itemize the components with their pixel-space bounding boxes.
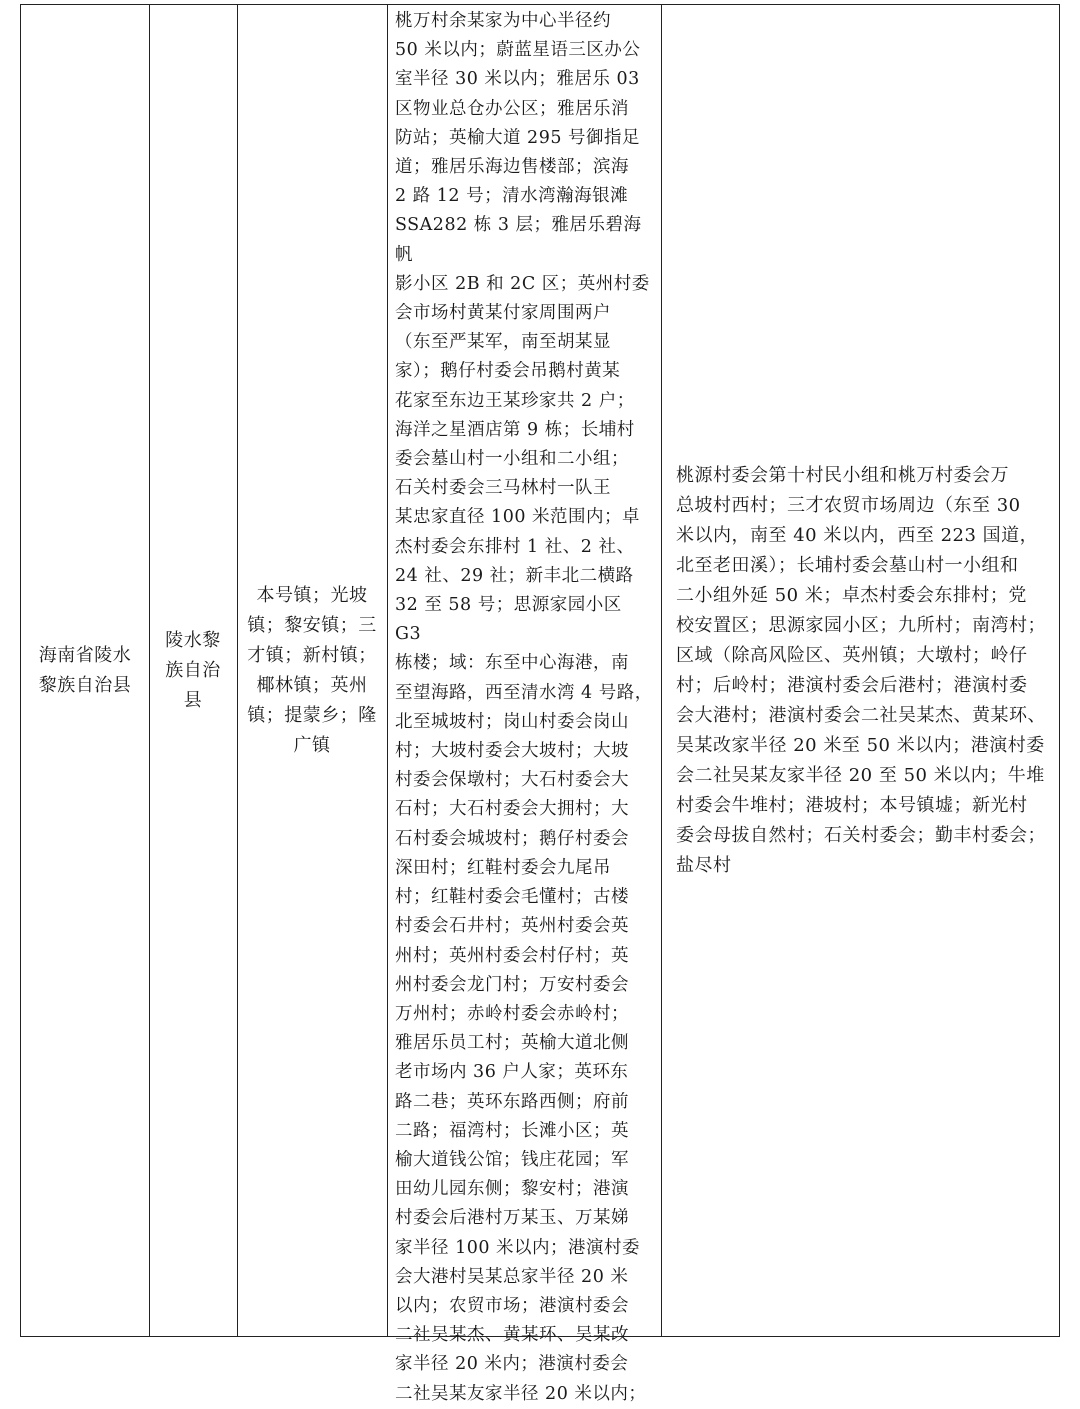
risk-area-table — [20, 4, 1060, 1404]
county-text: 陵水黎 族自治 县 — [165, 629, 221, 711]
high-risk-areas-cell — [387, 5, 661, 1404]
high-risk-areas-text: 桃万村余某家为中心半径约 50 米以内；蔚蓝星语三区办公 室半径 30 米以内；雅居乐 03 区物业总仓办公区；雅居乐消 防站；英榆大道 295 号御指足 道；雅居乐海边售楼部；滨海 2 路 12 号；清水湾瀚海银滩 SSA282 栋 3 层；雅居乐碧海帆 影小区 2B 和 2C 区；英州村委 会市场村黄某付家周围两户 （东至严某军，南至胡某显 家）；鹅仔村委会吊鹅村黄某 花家至东边王某珍家共 2 户； 海洋之星酒店第 9 栋；长埔村 委会墓山村一小组和二小组； 石关村委会三马林村一队王 某忠家直径 100 米范围内；卓 杰村委会东排村 1 社、2 社、 24 社、29 社；新丰北二横路 32 至 58 号；思源家园小区 G3 栋楼；域：东至中心海港，南 至望海路，西至清水湾 4 号路， 北至城坡村；岗山村委会岗山 村；大坡村委会大坡村；大坡 村委会保墩村；大石村委会大 石村；大石村委会大拥村；大 石村委会城坡村；鹅仔村委会 深田村；红鞋村委会九尾吊 村；红鞋村委会毛懂村；古楼 村委会石井村；英州村委会英 州村；英州村委会村仔村；英 州村委会龙门村；万安村委会 万州村；赤岭村委会赤岭村； 雅居乐员工村；英榆大道北侧 老市场内 36 户人家；英环东 路二巷；英环东路西侧；府前 二路；福湾村；长滩小区；英 榆大道钱公馆；钱庄花园；军 田幼儿园东侧；黎安村；港演 村委会后港村万某玉、万某娣 家半径 100 米以内；港演村委 会大港村吴某总家半径 20 米 以内；农贸市场；港演村委会 二社吴某杰、黄某环、吴某改 家半径 20 米内；港演村委会 二社吴某友家半径 20 米以内； — [395, 11, 653, 1404]
towns-cell — [237, 5, 387, 1336]
province-city-text: 海南省陵水 黎族自治县 — [38, 644, 132, 696]
medium-risk-areas-cell — [661, 5, 1061, 1336]
county-cell — [149, 5, 237, 1336]
medium-risk-areas-text: 桃源村委会第十村民小组和桃万村委会万 总坡村西村；三才农贸市场周边（东至 30 米以内，南至 40 米以内，西至 223 国道， 北至老田溪）；长埔村委会墓山村一小组和 二小组外延 50 米；卓杰村委会东排村；党 校安置区；思源家园小区；九所村；南湾村； 区域（除高风险区、英州镇；大墩村；岭仔 村；后岭村；港演村委会后港村；港演村委 会大港村；港演村委会二社吴某杰、黄某环、 吴某改家半径 20 米至 50 米以内；港演村委 会二社吴某友家半径 20 至 50 米以内；牛堆 村委会牛堆村；港坡村；本号镇墟；新光村 委会母拔自然村；石关村委会；勤丰村委会； 盐尽村 — [676, 464, 1046, 876]
province-city-cell — [21, 5, 149, 1336]
towns-text: 本号镇；光坡 镇；黎安镇；三 才镇；新村镇； 椰林镇；英州 镇；提蒙乡；隆 广镇 — [247, 584, 377, 756]
